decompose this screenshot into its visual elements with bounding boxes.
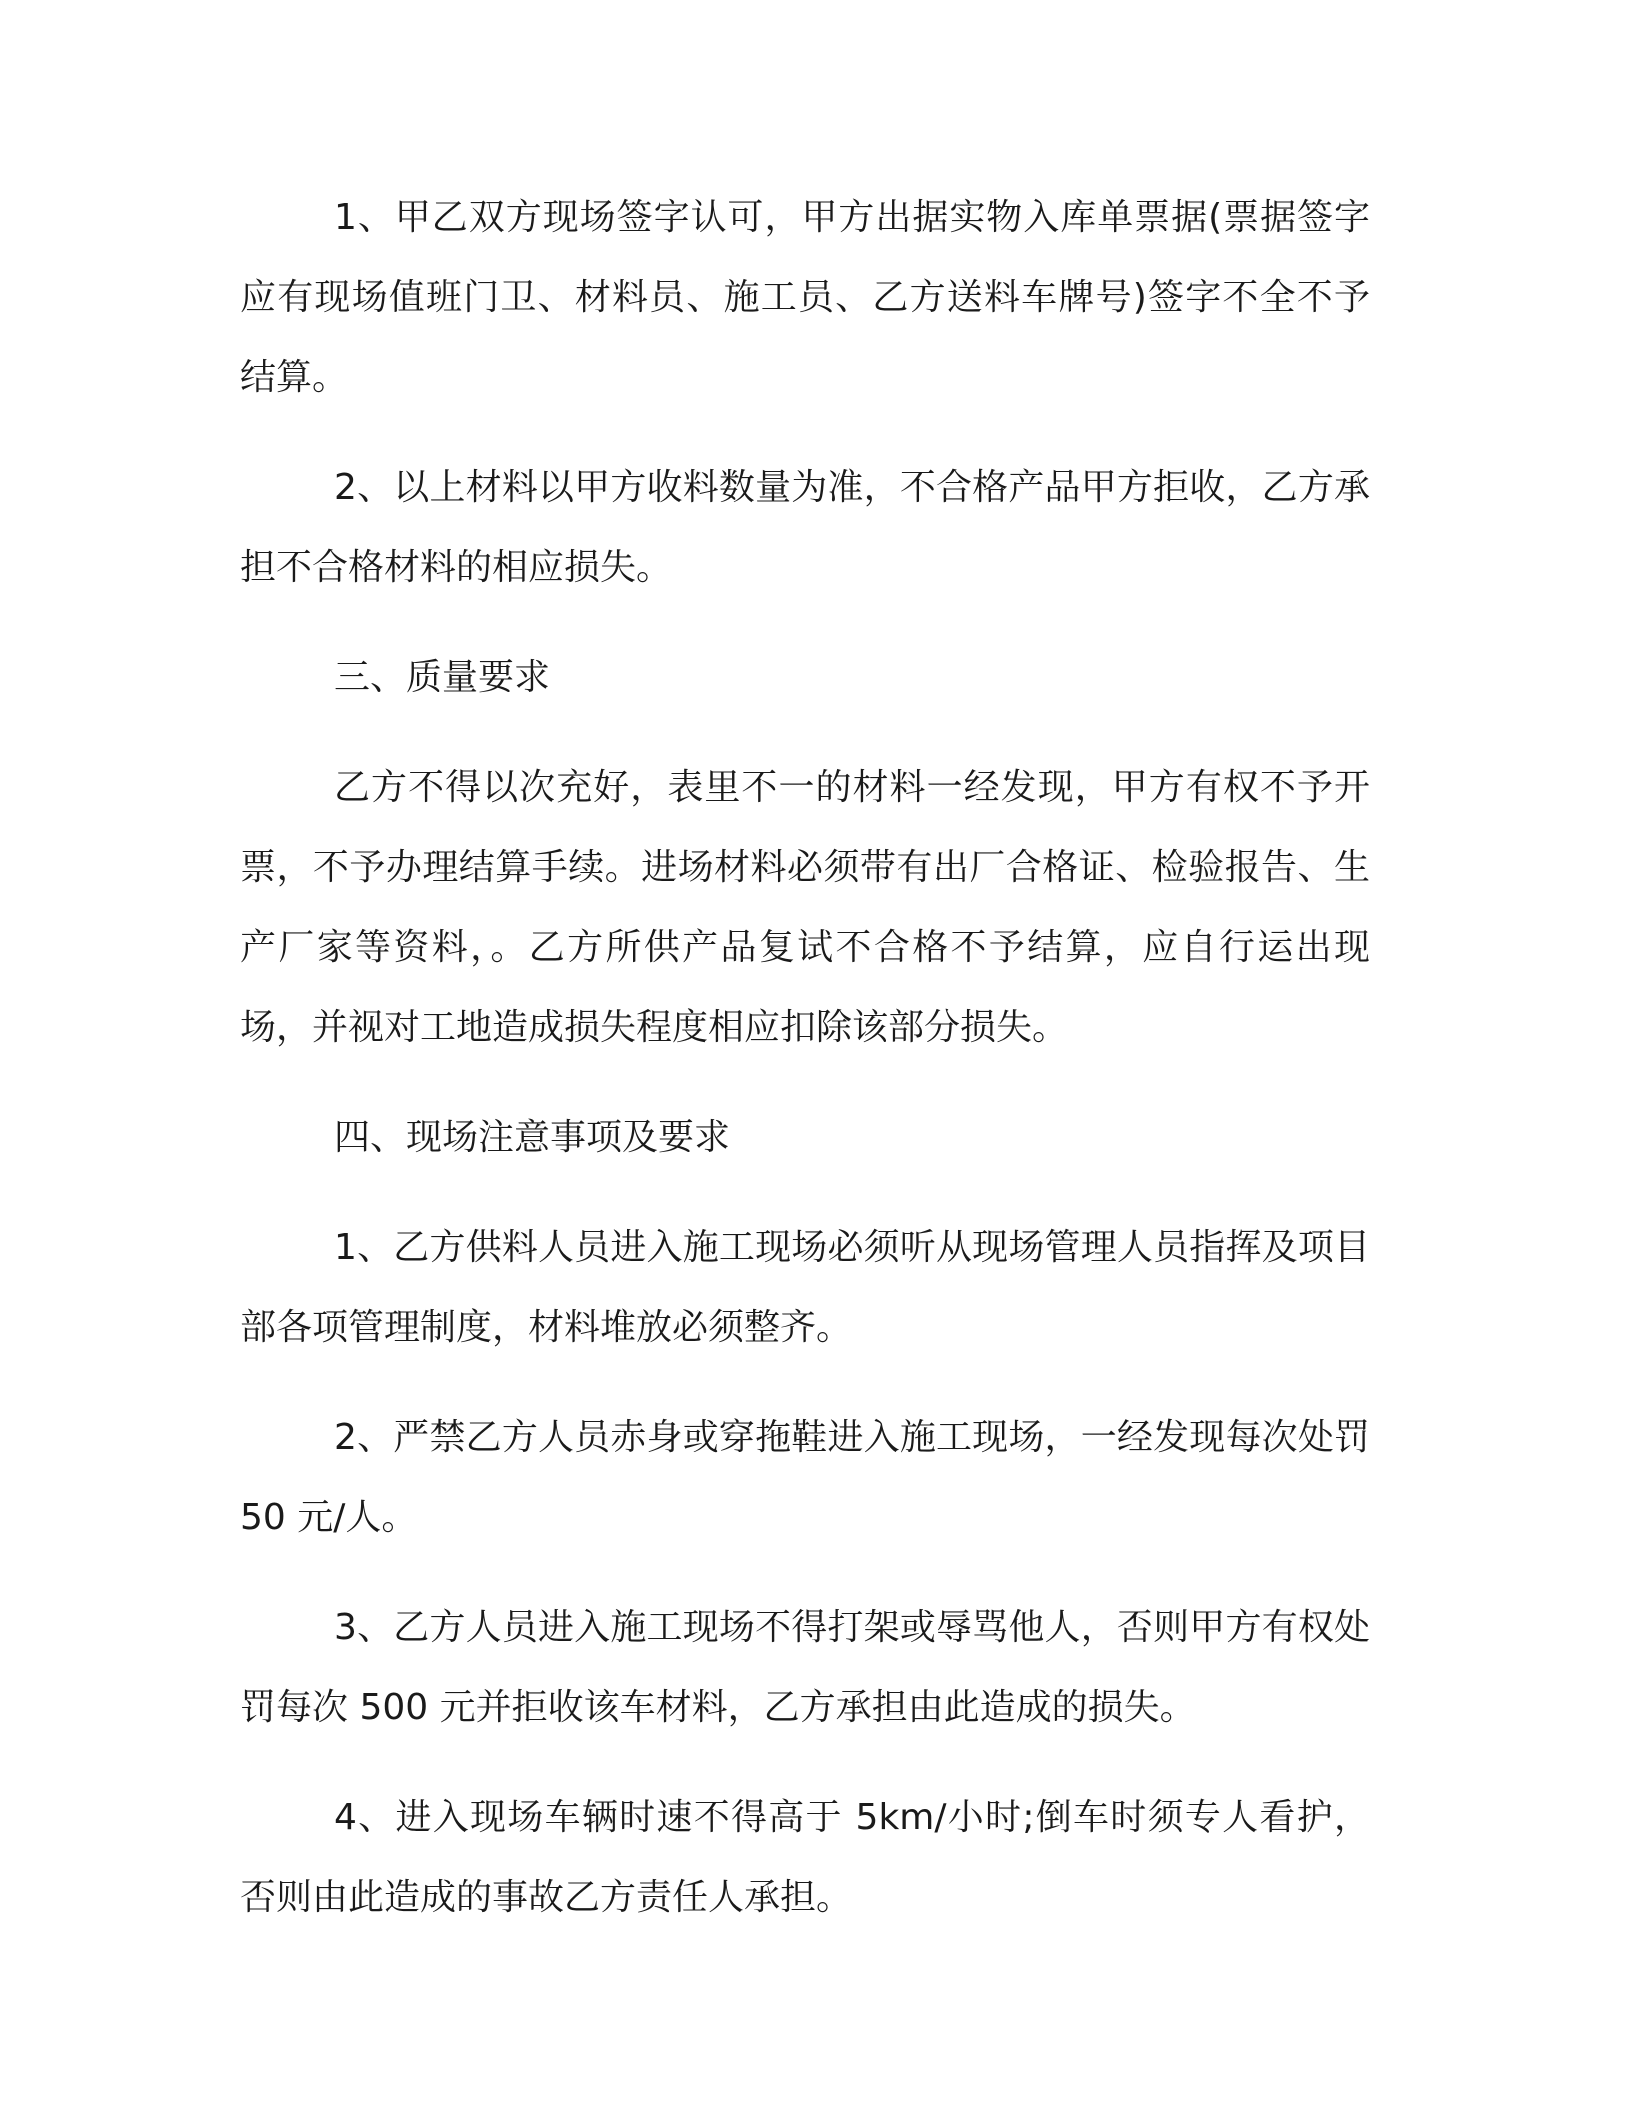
- clause-2-receiving-quantity: 2、以上材料以甲方收料数量为准，不合格产品甲方拒收，乙方承担不合格材料的相应损失。: [240, 467, 1370, 588]
- section-heading-site-notes: 四、现场注意事项及要求: [334, 1117, 731, 1158]
- document-body: [240, 178, 1370, 1968]
- clause-1-signature-settlement: 1、甲乙双方现场签字认可，甲方出据实物入库单票据(票据签字应有现场值班门卫、材料员、施工员、乙方送料车牌号)签字不全不予结算。: [240, 197, 1370, 398]
- section-heading-quality: 三、质量要求: [334, 657, 551, 698]
- site-rule-4: 4、进入现场车辆时速不得高于 5km/小时;倒车时须专人看护，否则由此造成的事故乙方责任人承担。: [240, 1797, 1370, 1918]
- site-rule-3: 3、乙方人员进入施工现场不得打架或辱骂他人，否则甲方有权处罚每次 500 元并拒收该车材料，乙方承担由此造成的损失。: [240, 1607, 1370, 1728]
- quality-requirements-paragraph: 乙方不得以次充好，表里不一的材料一经发现，甲方有权不予开票，不予办理结算手续。进场材料必须带有出厂合格证、检验报告、生产厂家等资料，。乙方所供产品复试不合格不予结算，应自行运出现场，并视对工地造成损失程度相应扣除该部分损失。: [240, 767, 1370, 1048]
- site-rule-1: 1、乙方供料人员进入施工现场必须听从现场管理人员指挥及项目部各项管理制度，材料堆放必须整齐。: [240, 1227, 1370, 1348]
- site-rule-2: 2、严禁乙方人员赤身或穿拖鞋进入施工现场，一经发现每次处罚 50 元/人。: [240, 1417, 1370, 1538]
